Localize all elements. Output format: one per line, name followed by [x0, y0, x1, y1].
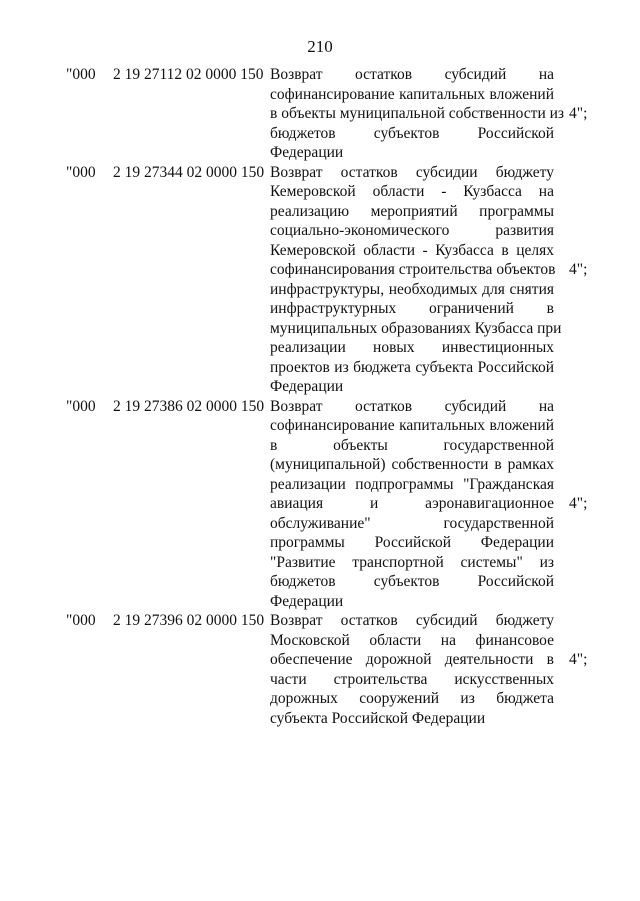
- description-line: обеспечение дорожной деятельности в: [270, 651, 554, 668]
- description-line: Кемеровской области - Кузбасса в целях: [270, 241, 554, 259]
- description-line: Московской области на финансовое: [270, 631, 554, 649]
- budget-code: 2 19 27112 02 0000 150: [113, 66, 264, 83]
- description-line: Возврат остатков субсидий бюджету: [270, 612, 554, 629]
- table-row: [0, 611, 640, 728]
- row-end-marker: 4";: [569, 105, 588, 122]
- description-line: Федерации: [270, 592, 344, 610]
- description-line: Федерации: [270, 144, 344, 161]
- budget-code: 2 19 27344 02 0000 150: [113, 163, 265, 181]
- description-line: социально-экономического развития: [270, 222, 554, 239]
- description-line: обслуживание" государственной: [270, 514, 554, 532]
- description-line: Возврат остатков субсидий на: [270, 66, 554, 83]
- description-line: муниципальных образованиях Кузбасса при: [270, 319, 562, 337]
- description-line: инфраструктуры, необходимых для снятия: [270, 280, 554, 298]
- description-line: субъекта Российской Федерации: [270, 709, 486, 727]
- description-line: бюджетов субъектов Российской: [270, 124, 554, 142]
- description-line: "Развитие транспортной системы" из: [270, 553, 554, 571]
- budget-code: 2 19 27386 02 0000 150: [113, 397, 265, 415]
- description-line: софинансирования строительства объектов: [270, 261, 556, 278]
- description-line: Возврат остатков субсидий на: [270, 397, 554, 415]
- description-line: Кемеровской области - Кузбасса на: [270, 183, 554, 200]
- description-line: проектов из бюджета субъекта Российской: [270, 358, 554, 376]
- table-row: [0, 397, 640, 612]
- description-line: реализации новых инвестиционных: [270, 339, 554, 356]
- description-line: софинансирование капитальных вложений: [270, 417, 554, 434]
- row-prefix: "000: [66, 397, 96, 415]
- row-end-marker: 4";: [569, 261, 588, 278]
- row-prefix: "000: [66, 612, 96, 629]
- description-line: в объекты государственной: [270, 436, 554, 454]
- row-end-marker: 4";: [569, 651, 588, 668]
- row-description: [270, 65, 565, 163]
- row-prefix: "000: [66, 163, 96, 181]
- description-line: Федерации: [270, 378, 344, 395]
- description-line: в объекты муниципальной собственности из: [270, 105, 565, 122]
- description-line: реализацию мероприятий программы: [270, 202, 554, 220]
- page-number: 210: [307, 37, 333, 56]
- row-end-marker: 4";: [569, 495, 588, 512]
- description-line: Возврат остатков субсидии бюджету: [270, 163, 554, 181]
- description-line: части строительства искусственных: [270, 670, 554, 688]
- description-line: реализации подпрограммы "Гражданская: [270, 475, 554, 493]
- row-description: [270, 397, 554, 612]
- table-row: [0, 65, 640, 163]
- row-description: [270, 163, 562, 397]
- description-line: софинансирование капитальных вложений: [270, 85, 554, 103]
- description-line: бюджетов субъектов Российской: [270, 573, 554, 590]
- description-line: (муниципальной) собственности в рамках: [270, 456, 554, 473]
- description-line: авиация и аэронавигационное: [270, 495, 554, 512]
- row-prefix: "000: [66, 66, 96, 83]
- description-line: инфраструктурных ограничений в: [270, 300, 554, 317]
- description-line: программы Российской Федерации: [270, 534, 554, 551]
- table-row: [0, 163, 640, 397]
- budget-codes-table: [0, 65, 640, 728]
- row-description: [270, 611, 554, 728]
- budget-code: 2 19 27396 02 0000 150: [113, 612, 265, 629]
- description-line: дорожных сооружений из бюджета: [270, 690, 554, 707]
